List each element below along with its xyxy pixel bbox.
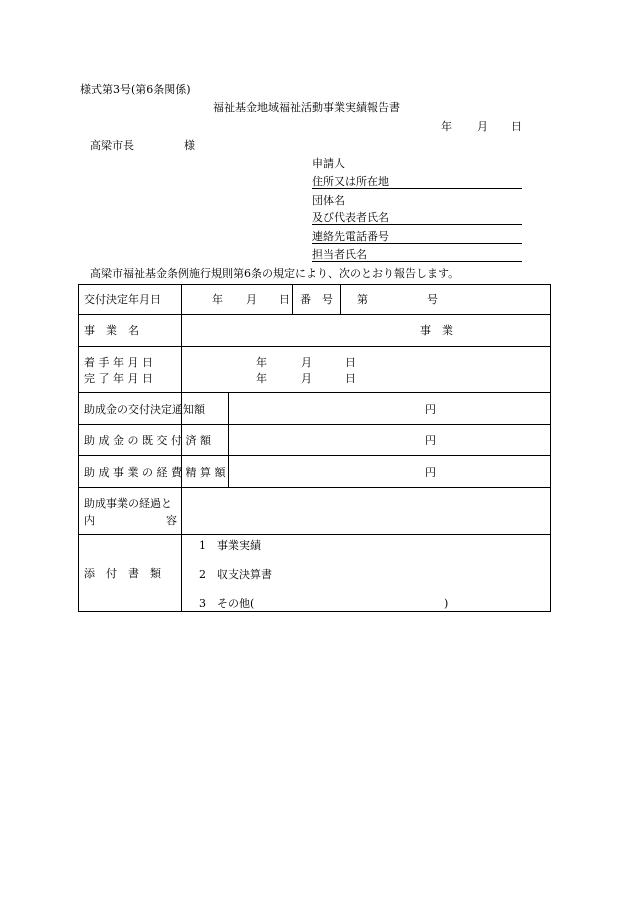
date-year: 年 [441, 120, 452, 133]
addressee-name: 高梁市長 [90, 139, 134, 152]
grant-decision-month: 月 [246, 293, 257, 306]
number-suffix: 号 [427, 293, 438, 306]
notified-amount-label: 助成金の交付決定通知額 [84, 403, 205, 416]
notified-amount-unit: 円 [425, 403, 436, 416]
table-row-divider [78, 392, 551, 393]
project-name-suffix: 事 業 [420, 324, 453, 337]
completion-year: 年 [256, 372, 267, 385]
start-day: 日 [345, 356, 356, 369]
completion-month: 月 [301, 372, 312, 385]
attachment-other-close: ) [444, 597, 449, 610]
table-border-right [550, 284, 551, 611]
grant-decision-day: 日 [279, 293, 290, 306]
date-day: 日 [511, 120, 522, 133]
start-date-label: 着 手 年 月 日 [84, 356, 153, 369]
applicant-heading: 申請人 [312, 157, 345, 170]
table-row-divider [78, 314, 551, 315]
attachment-item: 2 収支決算書 [199, 568, 272, 581]
table-cell-divider [340, 284, 341, 314]
progress-content-label-2b: 容 [166, 514, 177, 527]
grant-decision-year: 年 [212, 293, 223, 306]
applicant-contact-field: 担当者氏名 [312, 249, 522, 262]
table-row-divider [78, 455, 551, 456]
applicant-address-field: 住所又は所在地 [312, 176, 522, 189]
applicant-phone-field: 連絡先電話番号 [312, 231, 522, 244]
attachment-item: 1 事業実績 [199, 539, 261, 552]
paid-amount-unit: 円 [425, 434, 436, 447]
completion-day: 日 [345, 372, 356, 385]
attachments-label: 添 付 書 類 [84, 567, 161, 580]
date-month: 月 [477, 120, 488, 133]
start-month: 月 [301, 356, 312, 369]
progress-content-label: 助成事業の経過と [84, 497, 172, 510]
completion-date-label: 完 了 年 月 日 [84, 372, 153, 385]
progress-content-label-2a: 内 [84, 514, 95, 527]
applicant-group-label: 団体名 [312, 194, 345, 207]
project-name-label: 事 業 名 [84, 324, 139, 337]
settled-expense-unit: 円 [425, 466, 436, 479]
table-border-bottom [78, 611, 551, 612]
form-number: 様式第3号(第6条関係) [80, 83, 191, 96]
table-row-divider [78, 534, 551, 535]
intro-text: 高梁市福祉基金条例施行規則第6条の規定により、次のとおり報告します。 [90, 267, 460, 280]
table-row-divider [78, 346, 551, 347]
document-title: 福祉基金地域福祉活動事業実績報告書 [213, 101, 400, 114]
start-year: 年 [256, 356, 267, 369]
attachment-item: 3 その他( [199, 597, 255, 610]
grant-decision-date-label: 交付決定年月日 [84, 293, 161, 306]
number-label: 番 号 [300, 293, 333, 306]
paid-amount-label: 助 成 金 の 既 交 付 済 額 [84, 434, 211, 447]
table-label-column-divider [181, 284, 182, 611]
number-prefix: 第 [357, 293, 368, 306]
addressee-honorific: 様 [184, 139, 195, 152]
table-border-top [78, 284, 551, 285]
table-amount-column-divider [228, 392, 229, 487]
table-row-divider [78, 487, 551, 488]
table-row-divider [78, 424, 551, 425]
table-border-left [78, 284, 79, 611]
applicant-representative-field: 及び代表者氏名 [312, 212, 522, 225]
table-cell-divider [292, 284, 293, 314]
settled-expense-label: 助 成 事 業 の 経 費 精 算 額 [84, 466, 226, 479]
